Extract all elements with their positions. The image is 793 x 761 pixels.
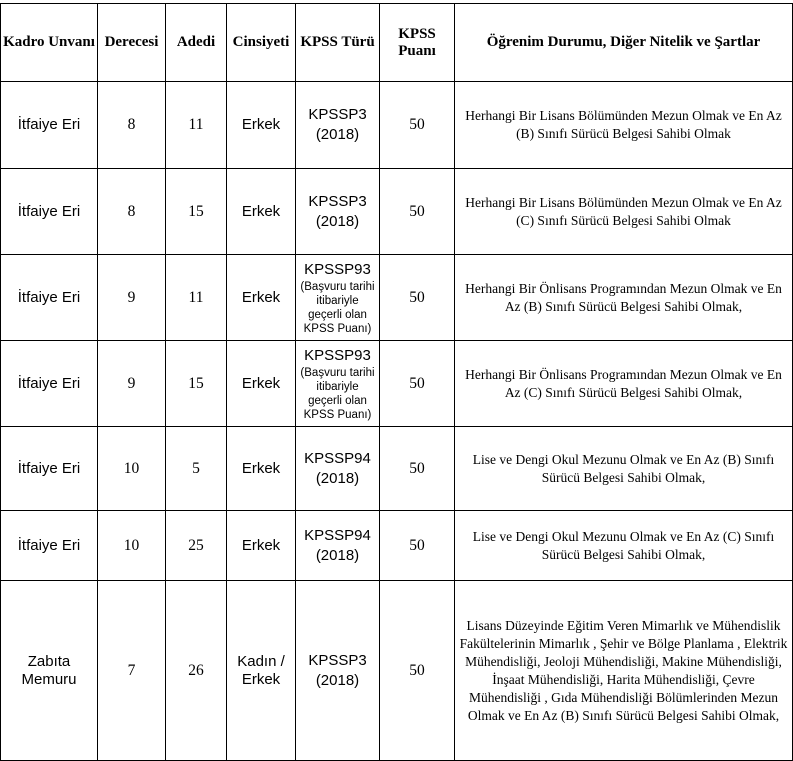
- cell-kpss-turu: [296, 581, 380, 761]
- header-ogrenim-sartlar: Öğrenim Durumu, Diğer Nitelik ve Şartlar: [455, 4, 793, 82]
- cell-cinsiyet: Erkek: [227, 169, 296, 255]
- cell-puan: 50: [380, 169, 455, 255]
- cell-cinsiyet: Erkek: [227, 82, 296, 169]
- cell-sartlar: Lisans Düzeyinde Eğitim Veren Mimarlık ve Mühendislik Fakültelerinin Mimarlık , Şehir ve Bölge Planlama , Elektrik Mühendisliği, Jeoloji Mühendisliği, Makine Mühendisliği, İnşaat Mühendisliği, Harita Mühendisliği, Çevre Mühendisliği , Gıda Mühendisliği Bölümlerinden Mezun Olmak ve En Az (B) Sınıfı Sürücü Belgesi Sahibi Olmak,: [455, 581, 793, 761]
- table-row: [1, 427, 793, 511]
- kpss-year: (2018): [315, 546, 360, 564]
- kpss-year: (2018): [315, 671, 360, 689]
- table-row: [1, 511, 793, 581]
- cell-cinsiyet: Erkek: [227, 255, 296, 341]
- cell-unvan: Zabıta Memuru: [1, 581, 98, 761]
- cell-adet: 11: [166, 255, 227, 341]
- cell-sartlar: Lise ve Dengi Okul Mezunu Olmak ve En Az (B) Sınıfı Sürücü Belgesi Sahibi Olmak,: [455, 427, 793, 511]
- cell-unvan: İtfaiye Eri: [1, 427, 98, 511]
- kpss-type: KPSSP3: [308, 651, 367, 669]
- cell-cinsiyet: Erkek: [227, 511, 296, 581]
- kpss-type: KPSSP93: [304, 260, 371, 278]
- cell-puan: 50: [380, 511, 455, 581]
- header-kadro-unvani: Kadro Unvanı: [1, 4, 98, 82]
- cell-kpss-turu: [296, 255, 380, 341]
- cell-derece: 8: [98, 82, 166, 169]
- cell-kpss-turu: [296, 427, 380, 511]
- cell-derece: 10: [98, 511, 166, 581]
- cell-puan: 50: [380, 82, 455, 169]
- cell-adet: 15: [166, 169, 227, 255]
- kpss-note: (Başvuru tarihi itibariyle geçerli olan KPSS Puanı): [300, 366, 375, 421]
- cell-unvan: İtfaiye Eri: [1, 82, 98, 169]
- kpss-type: KPSSP3: [308, 106, 367, 123]
- cell-sartlar: Lise ve Dengi Okul Mezunu Olmak ve En Az (C) Sınıfı Sürücü Belgesi Sahibi Olmak,: [455, 511, 793, 581]
- cell-sartlar: Herhangi Bir Önlisans Programından Mezun Olmak ve En Az (B) Sınıfı Sürücü Belgesi Sahibi Olmak,: [455, 255, 793, 341]
- cell-puan: 50: [380, 341, 455, 427]
- cell-cinsiyet: Kadın / Erkek: [227, 581, 296, 761]
- kpss-type: KPSSP93: [304, 346, 371, 364]
- table-row: [1, 169, 793, 255]
- cell-puan: 50: [380, 255, 455, 341]
- cell-unvan: İtfaiye Eri: [1, 255, 98, 341]
- cell-adet: 5: [166, 427, 227, 511]
- kpss-type: KPSSP3: [308, 192, 367, 210]
- cell-derece: 8: [98, 169, 166, 255]
- table-row: [1, 581, 793, 761]
- cell-adet: 25: [166, 511, 227, 581]
- table-header-row: [1, 4, 793, 82]
- kpss-type: KPSSP94: [304, 526, 371, 544]
- header-kpss-turu: KPSS Türü: [296, 4, 380, 82]
- cell-adet: 15: [166, 341, 227, 427]
- cell-adet: 11: [166, 82, 227, 169]
- staff-positions-table: [0, 3, 793, 761]
- cell-cinsiyet: Erkek: [227, 427, 296, 511]
- header-kpss-puani: KPSS Puanı: [380, 4, 455, 82]
- cell-derece: 9: [98, 255, 166, 341]
- cell-cinsiyet: Erkek: [227, 341, 296, 427]
- cell-sartlar: Herhangi Bir Önlisans Programından Mezun Olmak ve En Az (C) Sınıfı Sürücü Belgesi Sahibi Olmak,: [455, 341, 793, 427]
- table-row: [1, 82, 793, 169]
- kpss-type: KPSSP94: [304, 449, 371, 467]
- cell-adet: 26: [166, 581, 227, 761]
- header-derecesi: Derecesi: [98, 4, 166, 82]
- cell-sartlar: Herhangi Bir Lisans Bölümünden Mezun Olmak ve En Az (C) Sınıfı Sürücü Belgesi Sahibi Olmak: [455, 169, 793, 255]
- cell-unvan: İtfaiye Eri: [1, 341, 98, 427]
- kpss-year: (2018): [315, 469, 360, 487]
- cell-kpss-turu: [296, 169, 380, 255]
- cell-derece: 9: [98, 341, 166, 427]
- table-row: [1, 341, 793, 427]
- kpss-year: (2018): [315, 126, 360, 143]
- header-adedi: Adedi: [166, 4, 227, 82]
- cell-derece: 10: [98, 427, 166, 511]
- cell-sartlar: Herhangi Bir Lisans Bölümünden Mezun Olmak ve En Az (B) Sınıfı Sürücü Belgesi Sahibi Olmak: [455, 82, 793, 169]
- cell-unvan: İtfaiye Eri: [1, 169, 98, 255]
- cell-kpss-turu: [296, 511, 380, 581]
- cell-kpss-turu: [296, 341, 380, 427]
- cell-puan: 50: [380, 427, 455, 511]
- header-cinsiyeti: Cinsiyeti: [227, 4, 296, 82]
- cell-puan: 50: [380, 581, 455, 761]
- cell-unvan: İtfaiye Eri: [1, 511, 98, 581]
- cell-kpss-turu: [296, 82, 380, 169]
- kpss-year: (2018): [315, 212, 360, 230]
- cell-derece: 7: [98, 581, 166, 761]
- kpss-note: (Başvuru tarihi itibariyle geçerli olan KPSS Puanı): [300, 280, 375, 335]
- table-row: [1, 255, 793, 341]
